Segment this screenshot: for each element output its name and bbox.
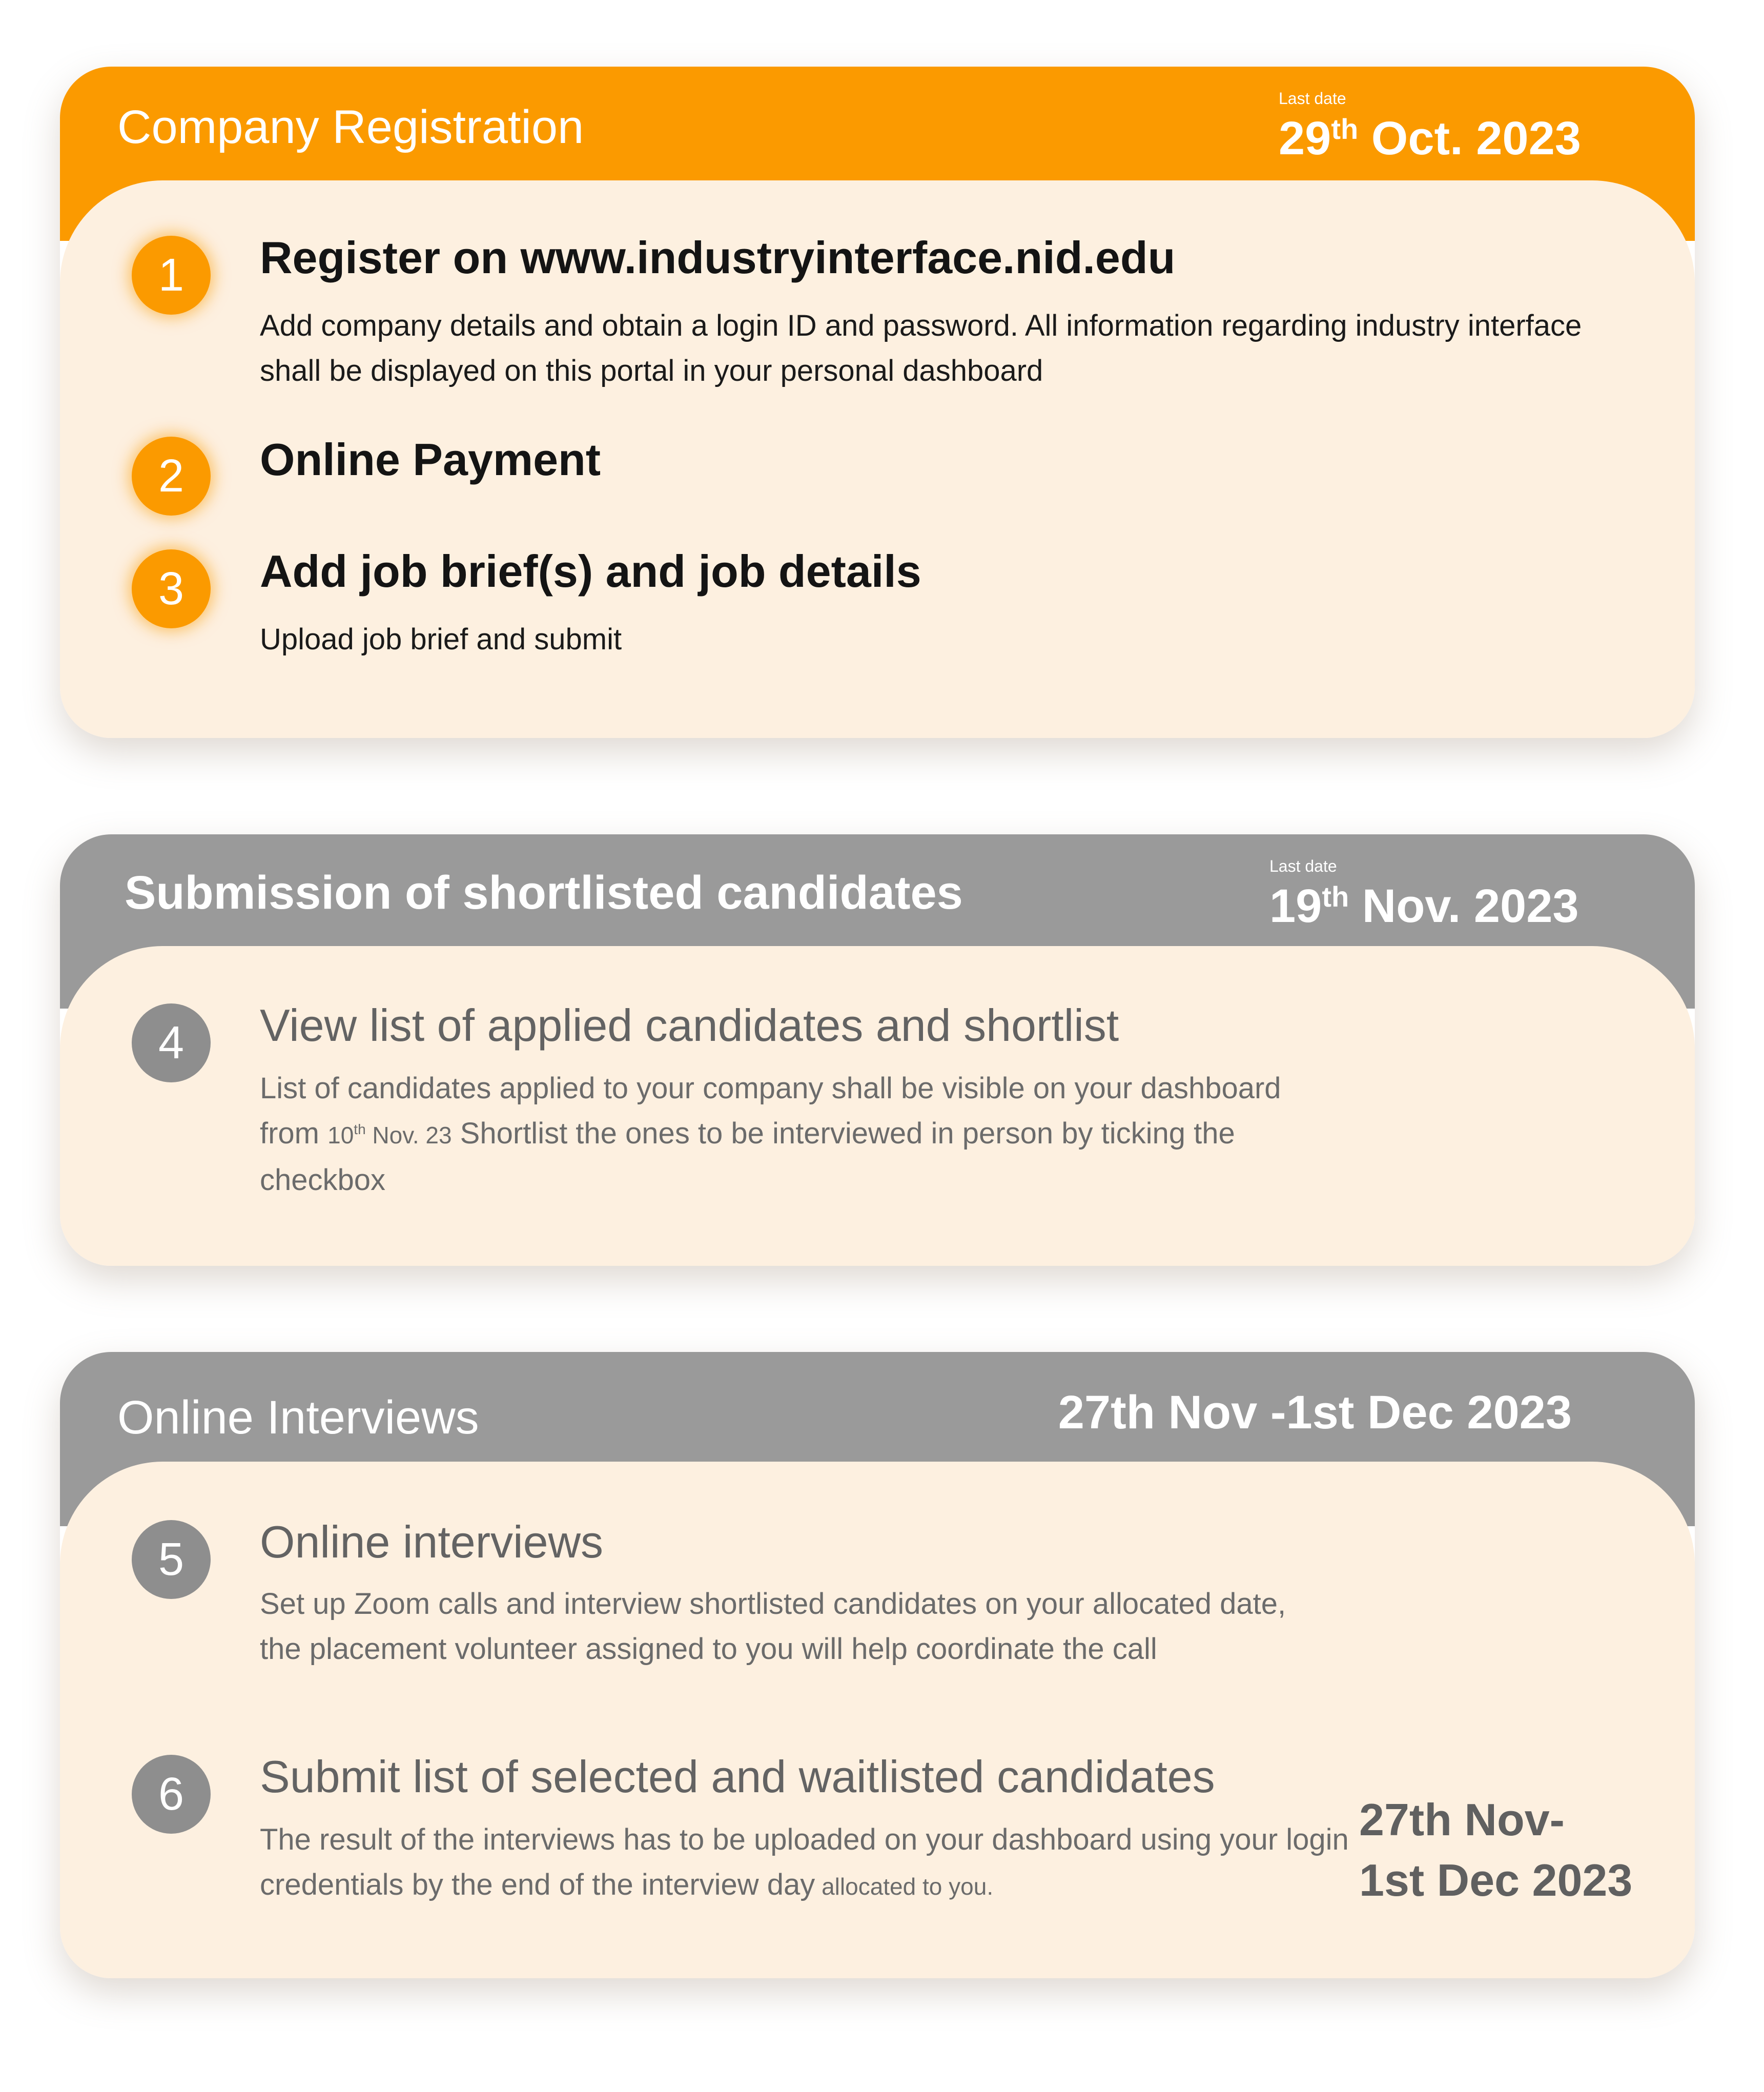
section-title: Submission of shortlisted candidates bbox=[125, 867, 963, 919]
last-date-label: Last date bbox=[1269, 857, 1337, 875]
step-description: Add company details and obtain a login ID and password. All information regarding industry interface shall be displayed on this portal in your personal dashboard bbox=[260, 309, 1582, 387]
step-number-badge: 5 bbox=[132, 1520, 211, 1599]
step-number-badge: 3 bbox=[132, 549, 211, 628]
section-title: Online Interviews bbox=[117, 1391, 479, 1444]
step-description: Upload job brief and submit bbox=[260, 623, 622, 656]
section-title: Company Registration bbox=[117, 101, 584, 153]
company-registration-card bbox=[60, 67, 1695, 738]
section-body bbox=[60, 946, 1695, 1266]
step-date-line-2: 1st Dec 2023 bbox=[1359, 1855, 1633, 1905]
step-title: Submit list of selected and waitlisted candidates bbox=[260, 1751, 1215, 1802]
step-date-range bbox=[1359, 1790, 1632, 1911]
online-interviews-card bbox=[60, 1352, 1695, 1978]
last-date-value: 19th Nov. 2023 bbox=[1269, 880, 1579, 932]
last-date-label: Last date bbox=[1279, 89, 1346, 108]
step-number-badge: 1 bbox=[132, 236, 211, 315]
step-date-line-1: 27th Nov- bbox=[1359, 1794, 1565, 1845]
step-title: Register on www.industryinterface.nid.edu bbox=[260, 232, 1176, 283]
section-body bbox=[60, 180, 1695, 738]
step-number-badge: 4 bbox=[132, 1003, 211, 1082]
step-description: Set up Zoom calls and interview shortlisted candidates on your allocated date, the placement volunteer assigned to you will help coordinate the call bbox=[260, 1587, 1286, 1666]
step-number-badge: 2 bbox=[132, 437, 211, 516]
step-description: List of candidates applied to your company shall be visible on your dashboard from 10th Nov. 23 Shortlist the ones to be interviewed in person by ticking the checkbox bbox=[260, 1072, 1281, 1197]
step-description: The result of the interviews has to be uploaded on your dashboard using your login credentials by the end of the interview day allocated to you. bbox=[260, 1823, 1349, 1901]
step-title: View list of applied candidates and shortlist bbox=[260, 1000, 1119, 1051]
visible-from-date: 10th Nov. 23 bbox=[327, 1121, 452, 1148]
step-title: Add job brief(s) and job details bbox=[260, 546, 921, 597]
step-title: Online interviews bbox=[260, 1516, 604, 1567]
shortlist-submission-card bbox=[60, 834, 1695, 1266]
interview-date-range: 27th Nov -1st Dec 2023 bbox=[1058, 1386, 1572, 1439]
step-number-badge: 6 bbox=[132, 1755, 211, 1834]
section-body bbox=[60, 1462, 1695, 1978]
last-date-value: 29th Oct. 2023 bbox=[1279, 112, 1581, 165]
step-title: Online Payment bbox=[260, 434, 601, 485]
